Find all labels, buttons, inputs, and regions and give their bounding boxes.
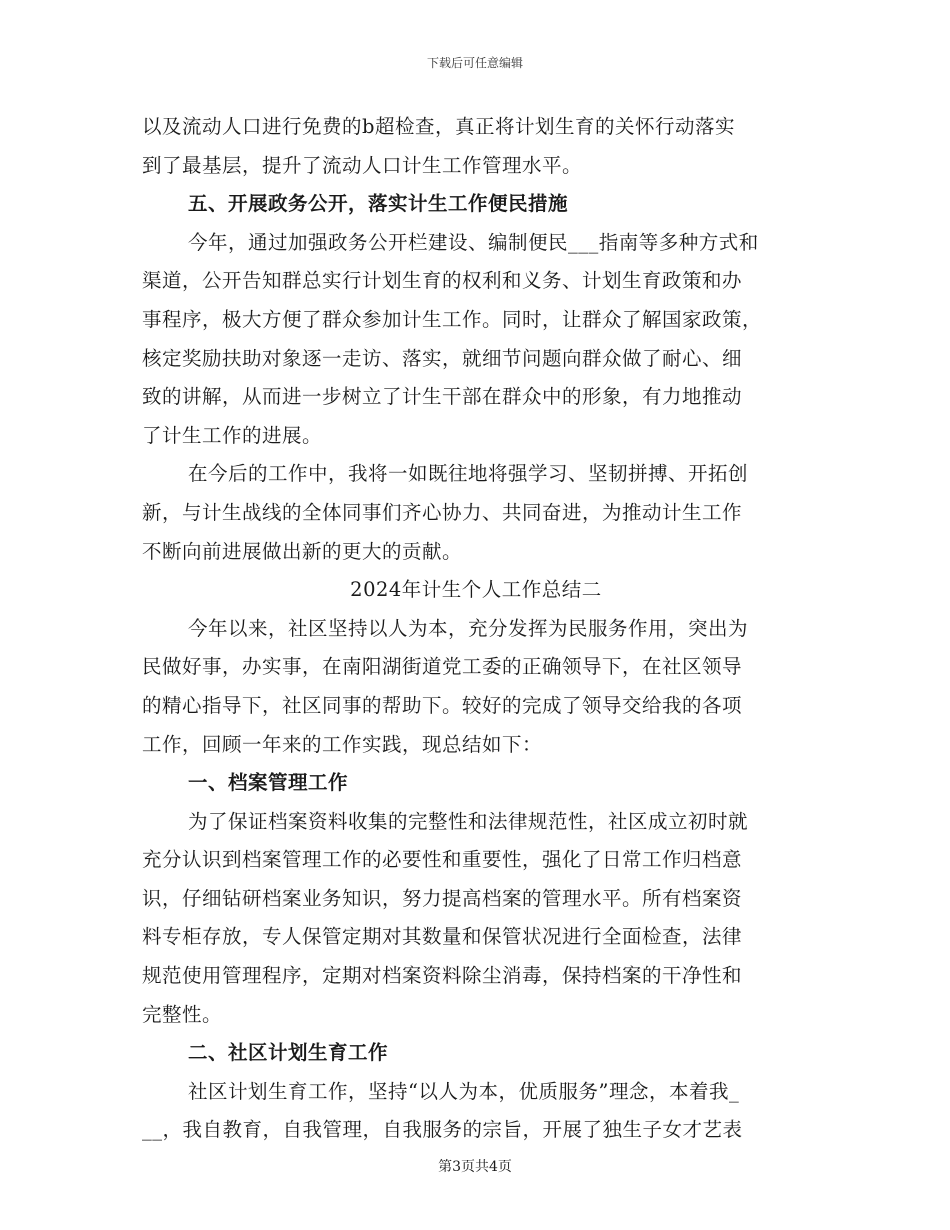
- section-heading: 五、开展政务公开，落实计生工作便民措施: [188, 192, 569, 216]
- text-line: 不断向前进展做出新的更大的贡献。: [142, 539, 463, 563]
- text-line: 规范使用管理程序，定期对档案资料除尘消毒，保持档案的干净性和: [142, 964, 743, 988]
- page-footer: 第3页共4页: [438, 1159, 512, 1175]
- text-line: 新，与计生战线的全体同事们齐心协力、共同奋进，为推动计生工作: [142, 500, 743, 524]
- document-body: [142, 108, 810, 1150]
- section-heading: 二、社区计划生育工作: [188, 1041, 389, 1065]
- text-line: 以及流动人口进行免费的b超检查，真正将计划生育的关怀行动落实: [142, 115, 735, 138]
- section-heading: 一、档案管理工作: [188, 771, 349, 795]
- text-line: 识，仔细钻研档案业务知识，努力提高档案的管理水平。所有档案资: [142, 886, 743, 910]
- page-header-note: 下载后可任意编辑: [426, 56, 523, 70]
- text-line: 了计生工作的进展。: [142, 423, 323, 447]
- text-line: 今年，通过加强政务公开栏建设、编制便民___指南等多种方式和: [188, 230, 759, 254]
- text-line: 事程序，极大方便了群众参加计生工作。同时，让群众了解国家政策，: [142, 307, 763, 331]
- text-line: 致的讲解，从而进一步树立了计生干部在群众中的形象，有力地推动: [142, 385, 743, 409]
- text-line: 渠道，公开告知群总实行计划生育的权利和义务、计划生育政策和办: [142, 269, 743, 293]
- text-line: 工作，回顾一年来的工作实践，现总结如下：: [142, 732, 543, 756]
- text-line: 核定奖励扶助对象逐一走访、落实，就细节问题向群众做了耐心、细: [142, 346, 743, 370]
- text-line: 在今后的工作中，我将一如既往地将强学习、坚韧拼搏、开拓创: [188, 462, 749, 486]
- text-line: 充分认识到档案管理工作的必要性和重要性，强化了日常工作归档意: [142, 848, 743, 872]
- text-line: 为了保证档案资料收集的完整性和法律规范性，社区成立初时就: [188, 809, 749, 833]
- text-line: __，我自教育，自我管理，自我服务的宗旨，开展了独生子女才艺表: [142, 1118, 743, 1142]
- text-line: 料专柜存放，专人保管定期对其数量和保管状况进行全面检查，法律: [142, 925, 743, 949]
- text-line: 社区计划生育工作，坚持“以人为本，优质服务”理念，本着我_: [188, 1079, 740, 1103]
- document-title: 2024年计生个人工作总结二: [350, 578, 602, 602]
- text-line: 的精心指导下，社区同事的帮助下。较好的完成了领导交给我的各项: [142, 693, 743, 717]
- text-line: 今年以来，社区坚持以人为本，充分发挥为民服务作用，突出为: [188, 616, 749, 640]
- text-line: 民做好事，办实事，在南阳湖街道党工委的正确领导下，在社区领导: [142, 655, 743, 679]
- text-line: 完整性。: [142, 1002, 223, 1026]
- text-line: 到了最基层，提升了流动人口计生工作管理水平。: [142, 153, 583, 177]
